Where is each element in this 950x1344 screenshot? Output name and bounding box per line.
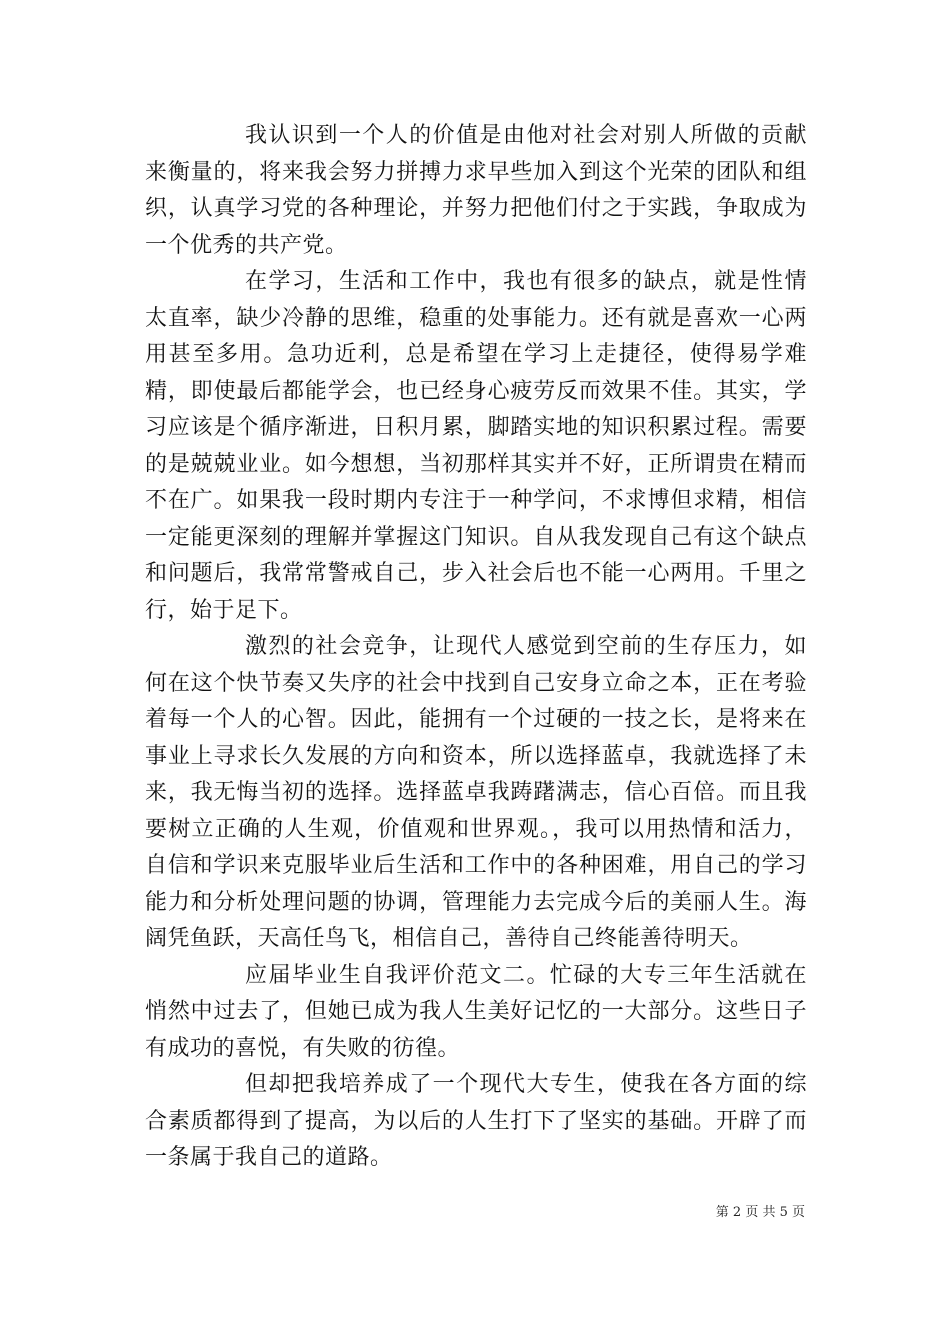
paragraph-3: 激烈的社会竞争，让现代人感觉到空前的生存压力，如何在这个快节奏又失序的社会中找到自己安身立命之本，正在考验着每一个人的心智。因此，能拥有一个过硬的一技之长，是将来在事业上寻求长久发展的方向和资本，所以选择蓝卓，我就选择了未来，我无悔当初的选择。选择蓝卓我踌躇满志，信心百倍。而且我要树立正确的人生观，价值观和世界观。，我可以用热情和活力，自信和学识来克服毕业后生活和工作中的各种困难，用自己的学习能力和分析处理问题的协调，管理能力去完成今后的美丽人生。海阔凭鱼跃，天高任鸟飞，相信自己，善待自己终能善待明天。: [145, 634, 807, 951]
document-body: [145, 118, 807, 1177]
page-number-footer: 第 2 页 共 5 页: [715, 1205, 805, 1220]
paragraph-1: 我认识到一个人的价值是由他对社会对别人所做的贡献来衡量的，将来我会努力拼搏力求早些加入到这个光荣的团队和组织，认真学习党的各种理论，并努力把他们付之于实践，争取成为一个优秀的共产党。: [145, 123, 807, 258]
paragraph-5: 但却把我培养成了一个现代大专生，使我在各方面的综合素质都得到了提高，为以后的人生打下了坚实的基础。开辟了而一条属于我自己的道路。: [145, 1072, 807, 1170]
paragraph-2: 在学习，生活和工作中，我也有很多的缺点，就是性情太直率，缺少冷静的思维，稳重的处事能力。还有就是喜欢一心两用甚至多用。急功近利，总是希望在学习上走捷径，使得易学难精，即使最后都能学会，也已经身心疲劳反而效果不佳。其实，学习应该是个循序渐进，日积月累，脚踏实地的知识积累过程。需要的是兢兢业业。如今想想，当初那样其实并不好，正所谓贵在精而不在广。如果我一段时期内专注于一种学问，不求博但求精，相信一定能更深刻的理解并掌握这门知识。自从我发现自己有这个缺点和问题后，我常常警戒自己，步入社会后也不能一心两用。千里之行，始于足下。: [145, 269, 807, 623]
paragraph-4: 应届毕业生自我评价范文二。忙碌的大专三年生活就在悄然中过去了，但她已成为我人生美好记忆的一大部分。这些日子有成功的喜悦，有失败的彷徨。: [145, 962, 807, 1061]
